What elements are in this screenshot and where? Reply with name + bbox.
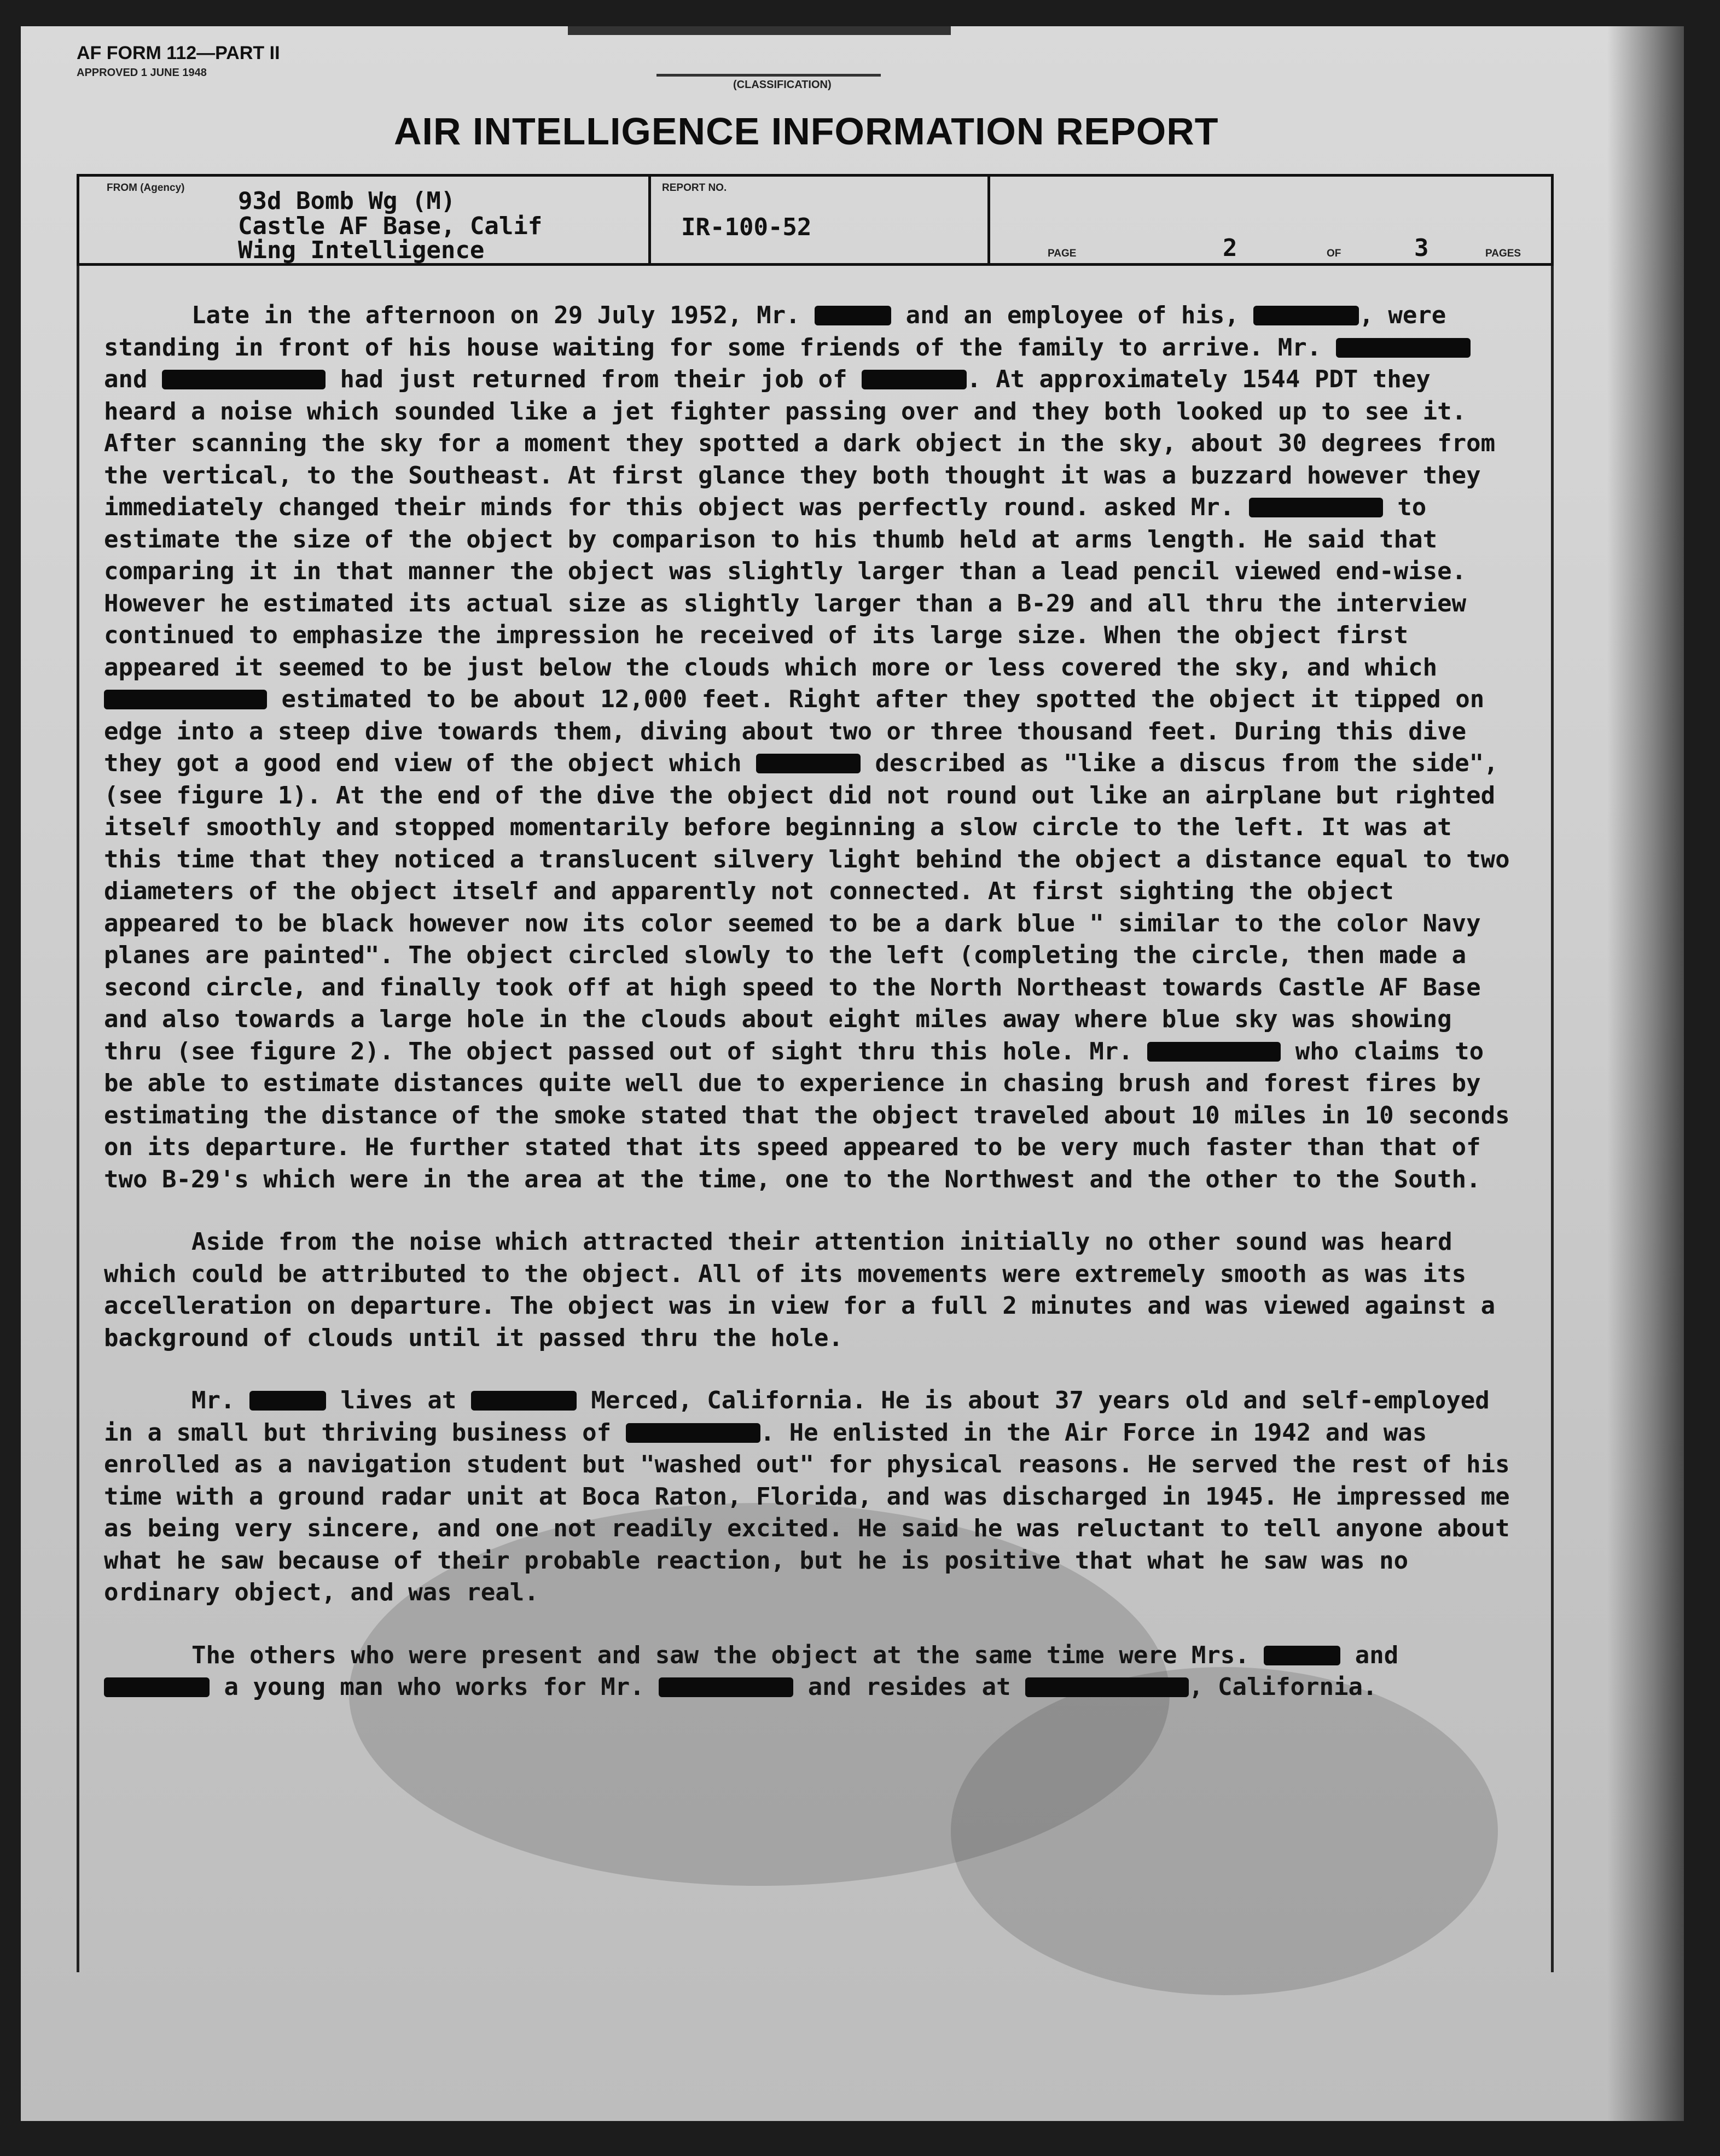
paragraph-movement: Aside from the noise which attracted their attention initially no other sound was heard which could be attributed to the object. All of its movements were extremely smooth as was its accelleration on departure. The object was in view for a full 2 minutes and was viewed against a background of clouds until it passed thru the hole.	[104, 1228, 1496, 1352]
from-line-3: Wing Intelligence	[238, 236, 485, 264]
redaction-bar	[1253, 306, 1359, 325]
redaction-bar	[249, 1391, 326, 1411]
redaction-bar	[659, 1677, 793, 1697]
header-divider	[648, 177, 651, 263]
header-divider	[987, 177, 990, 263]
redaction-bar	[815, 306, 891, 325]
from-label: FROM (Agency)	[107, 182, 185, 194]
page-border-left	[77, 266, 79, 1972]
redaction-bar	[104, 1677, 210, 1697]
redaction-bar	[1249, 498, 1383, 517]
paragraph-witness: Mr. lives at Merced, California. He is about 37 years old and self-employed in a small but thriving business of . He enlisted in the Air Force in 1942 and was enrolled as a navigation student but "washed out" for physical reasons. He served the rest of his time with a ground radar unit at Boca Raton, Florida, and was discharged in 1945. He impressed me as being very sincere, and one not readily excited. He said he was reluctant to tell anyone about what he saw because of their probable reaction, but he is positive that what he saw was no ordinary object, and was real.	[104, 1386, 1510, 1606]
paragraph-others: The others who were present and saw the object at the same time were Mrs. and a young man who works for Mr. and resides at , California.	[104, 1640, 1510, 1704]
redaction-bar	[862, 370, 967, 389]
redaction-bar	[1264, 1646, 1340, 1665]
from-line-2: Castle AF Base, Calif	[238, 212, 543, 240]
report-header	[77, 174, 1554, 266]
page-number: 2	[1223, 234, 1237, 262]
top-scan-mark	[568, 26, 951, 35]
form-approved-date: APPROVED 1 JUNE 1948	[77, 67, 207, 79]
redaction-bar	[1147, 1042, 1281, 1062]
redaction-bar	[1336, 338, 1471, 358]
report-body	[104, 300, 1510, 1734]
of-label: OF	[1327, 248, 1341, 259]
page-border-right	[1551, 266, 1554, 1972]
redaction-bar	[626, 1423, 760, 1443]
redaction-bar	[1025, 1677, 1189, 1697]
classification-line	[656, 74, 881, 77]
scan-shadow	[1607, 26, 1684, 2121]
redaction-bar	[471, 1391, 577, 1411]
report-no-label: REPORT NO.	[662, 182, 727, 194]
report-title: AIR INTELLIGENCE INFORMATION REPORT	[394, 110, 1219, 153]
from-line-1: 93d Bomb Wg (M)	[238, 187, 456, 215]
redaction-bar	[162, 370, 326, 389]
form-id: AF FORM 112—PART II	[77, 43, 280, 63]
paragraph-sighting: Late in the afternoon on 29 July 1952, Mr. and an employee of his, , were standing in front of his house waiting for some friends of the family to arrive. Mr. and had just returned from their job of . At approximately 1544 PDT they heard a noise which sounded like a jet fighter passing over and they both looked up to see it. After scanning the sky for a moment they spotted a dark object in the sky, about 30 degrees from the vertical, to the Southeast. At first glance they both thought it was a buzzard however they immediately changed their minds for this object was perfectly round. asked Mr. to estimate the size of the object by comparison to his thumb held at arms length. He said that comparing it in that manner the object was slightly larger than a lead pencil viewed end-wise. However he estimated its actual size as slightly larger than a B-29 and all thru the interview continued to emphasize the impression he received of its large size. When the object first appeared it seemed to be just below the clouds which more or less covered the sky, and which estimated to be about 12,000 feet. Right after they spotted the object it tipped on edge into a steep dive towards them, diving about two or three thousand feet. During this dive they got a good end view of the object which described as "like a discus from the side", (see figure 1). At the end of the dive the object did not round out like an airplane but righted itself smoothly and stopped momentarily before beginning a slow circle to the left. It was at this time that they noticed a translucent silvery light behind the object a distance equal to two diameters of the object itself and apparently not connected. At first sighting the object appeared to be black however now its color seemed to be a dark blue " similar to the color Navy planes are painted". The object circled slowly to the left (completing the circle, then made a second circle, and finally took off at high speed to the North Northeast towards Castle AF Base and also towards a large hole in the clouds about eight miles away where blue sky was showing thru (see figure 2). The object passed out of sight thru this hole. Mr. who claims to be able to estimate distances quite well due to experience in chasing brush and forest fires by estimating the distance of the smoke stated that the object traveled about 10 miles in 10 seconds on its departure. He further stated that its speed appeared to be very much faster than that of two B-29's which were in the area at the time, one to the Northwest and the other to the South.	[104, 301, 1510, 1193]
redaction-bar	[756, 754, 861, 773]
classification-label: (CLASSIFICATION)	[733, 79, 832, 91]
page-count: 3	[1414, 234, 1429, 262]
pages-label: PAGES	[1485, 248, 1521, 259]
redaction-bar	[104, 690, 267, 709]
report-number: IR-100-52	[681, 213, 812, 241]
page-label: PAGE	[1048, 248, 1077, 259]
